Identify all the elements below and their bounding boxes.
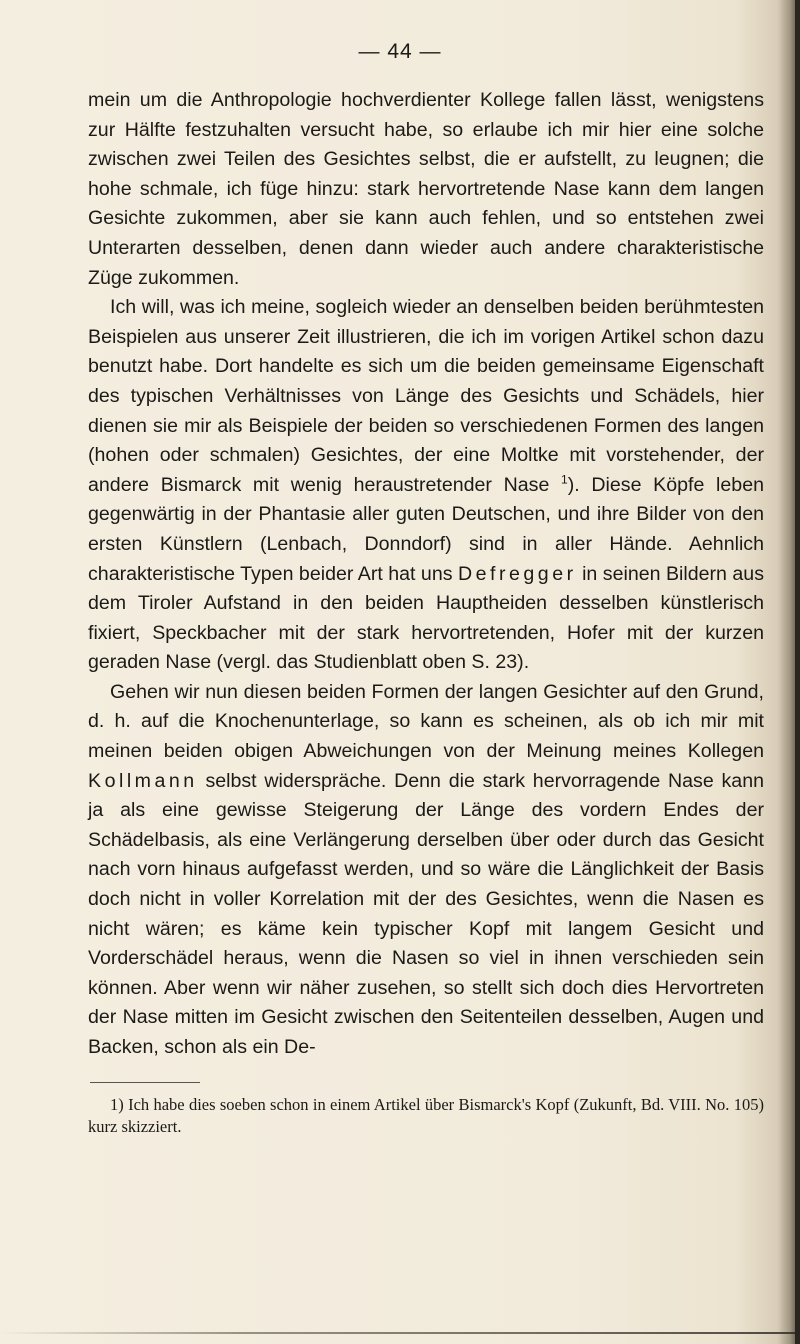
paragraph-3-part-2: selbst widerspräche. Denn die stark hervorragende Nase kann ja als eine gewisse Steigerung der Länge des vordern Endes der Schädelbasis, als eine Verlängerung derselben über oder durch das Gesicht nach vorn hinaus aufgefasst werden, und so wäre die Länglichkeit der Basis doch nicht in voller Korrelation mit der des Gesichtes, wenn die Nasen es nicht wären; es käme kein typischer Kopf mit langem Gesicht und Vorderschädel heraus, wenn die Nasen so viel in ihnen verschieden sein können. Aber wenn wir näher zusehen, so stellt sich doch dies Hervortreten der Nase mitten im Gesicht zwischen den Seitenteilen desselben, Augen und Backen, schon als ein De- (88, 769, 764, 1058)
paragraph-1: mein um die Anthropologie hochverdienter Kollege fallen lässt, wenigstens zur Hälfte festzuhalten versucht habe, so erlaube ich mir hier eine solche zwischen zwei Teilen des Gesichtes selbst, die er aufstellt, zu leugnen; die hohe schmale, ich füge hinzu: stark hervortretende Nase kann dem langen Gesichte zukommen, aber sie kann auch fehlen, und so entstehen zwei Unterarten desselben, denen dann wieder auch andere charakteristische Züge zukommen. (88, 89, 764, 289)
page-edge (795, 0, 800, 1344)
paragraph-3-part-1: Gehen wir nun diesen beiden Formen der langen Gesichter auf den Grund, d. h. auf die Knochenunterlage, so kann es scheinen, als ob ich mir mit meinen beiden obigen Abweichungen von der Meinung meines Kollegen (88, 680, 764, 763)
paragraph-2-part-3: in seinen Bildern aus dem Tiroler Aufstand in den beiden Hauptheiden desselben künstlerisch fixiert, Speckbacher mit der stark hervortretenden, Hofer mit der kurzen geraden Nase (vergl. das Studienblatt oben S. 23). (88, 562, 764, 674)
paragraph-3 (88, 678, 764, 1063)
footnote-reference: 1 (561, 472, 568, 487)
name-kollmann: Kollmann (88, 769, 198, 792)
footnote-divider (90, 1082, 200, 1083)
page-number: — 44 — (358, 40, 442, 63)
footnote-text: 1) Ich habe dies soeben schon in einem Artikel über Bismarck's Kopf (Zukunft, Bd. VIII. No. 105) kurz skizziert. (88, 1095, 764, 1136)
body-text (88, 86, 764, 1063)
paragraph-2 (88, 293, 764, 678)
footnote (88, 1094, 764, 1138)
name-defregger: Defregger (457, 562, 577, 585)
paragraph-2-part-2: ). Diese Köpfe leben gegenwärtig in der Phantasie aller guten Deutschen, und ihre Bilder von den ersten Künstlern (Lenbach, Donndorf) sind in aller Hände. Aehnlich charakteristische Typen beider Art hat uns (88, 473, 764, 585)
paragraph-2-part-1: Ich will, was ich meine, sogleich wieder an denselben beiden berühmtesten Beispielen aus unserer Zeit illustrieren, die ich im vorigen Artikel schon dazu benutzt habe. Dort handelte es sich um die beiden gemeinsame Eigenschaft des typischen Verhältnisses von Länge des Gesichts und Schädels, hier dienen sie mir als Beispiele der beiden so verschiedenen Formen des langen (hohen oder schmalen) Gesichtes, der eine Moltke mit vorstehender, der andere Bismarck mit wenig heraustretender Nase (88, 296, 764, 496)
page-bottom-edge (0, 1332, 800, 1334)
